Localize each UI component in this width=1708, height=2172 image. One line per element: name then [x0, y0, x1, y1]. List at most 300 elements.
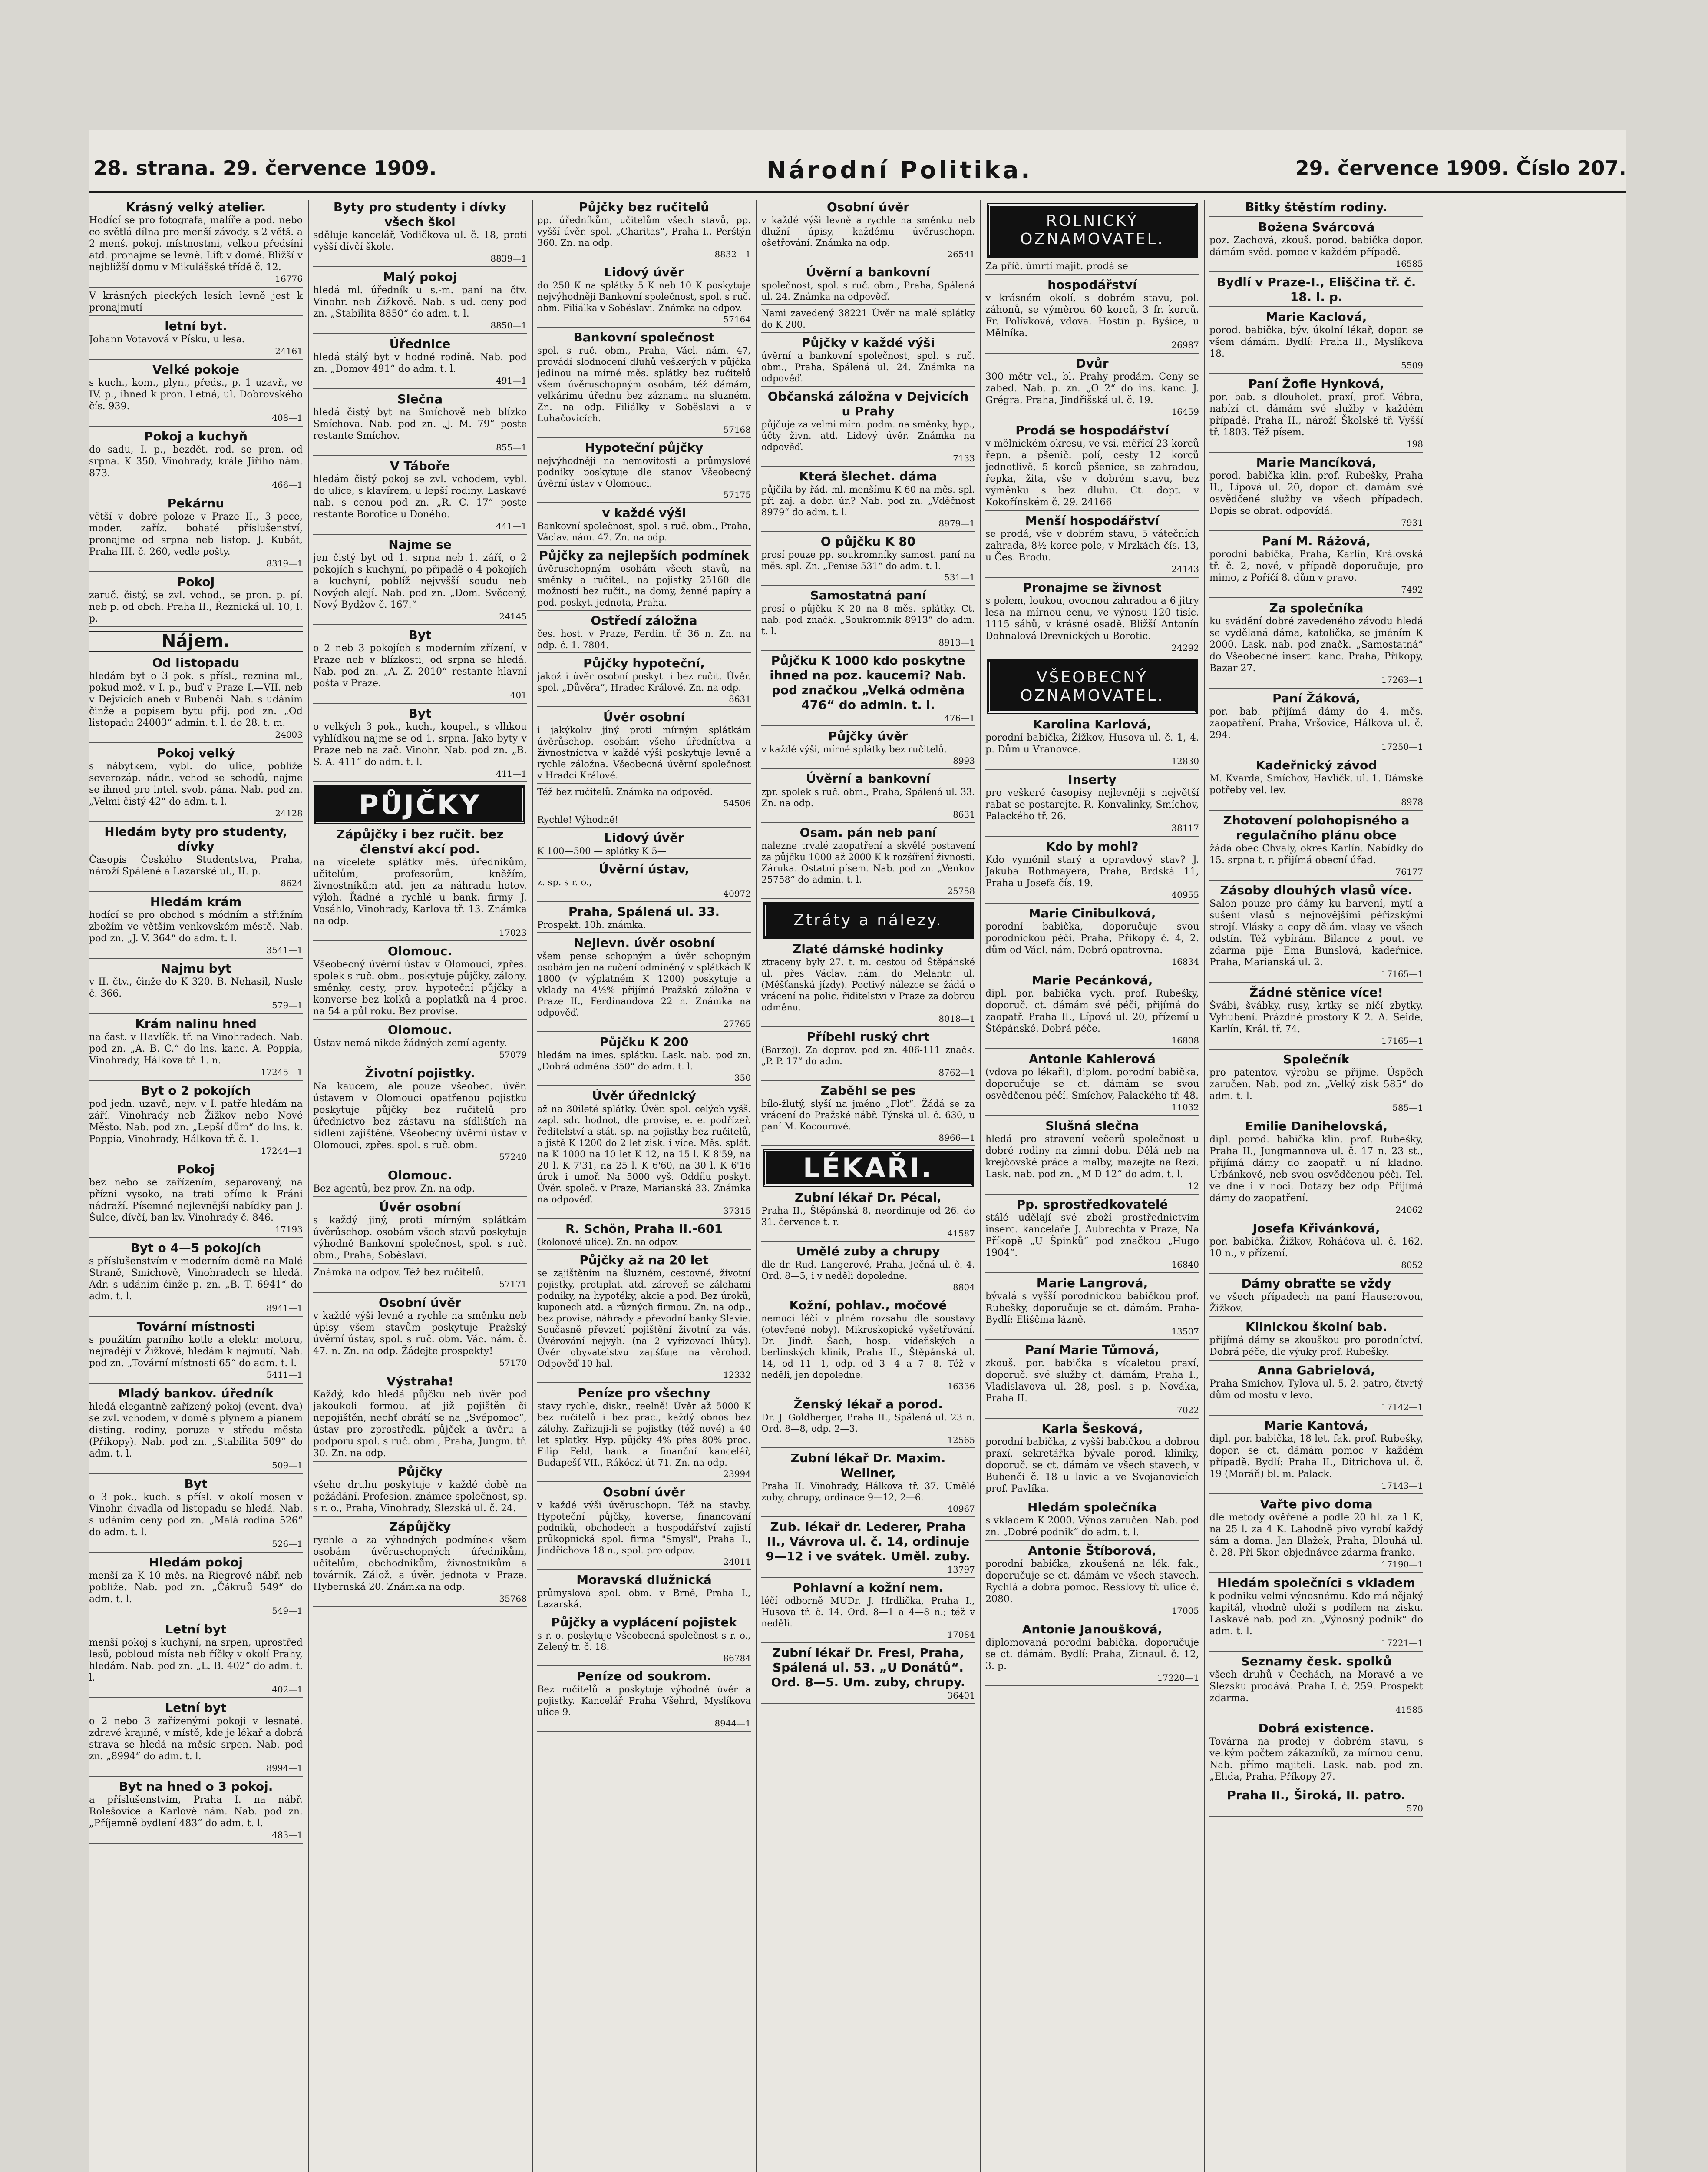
ad-divider — [761, 1080, 975, 1081]
classified-ad — [985, 261, 1199, 275]
ad-text: V krásných pieckých lesích levně jest k pronajmutí — [89, 291, 303, 313]
ad-reference-number: 41587 — [947, 1228, 975, 1238]
ad-text: Všeobecný úvěrní ústav v Olomouci, zpřes. spolek s ruč. obm., poskytuje půjčky, zálohy, směnky, cesty, prov. hypoteční půjčky a konverse bez kolků a poplatků na 4 proc. na 54 a půl roku. Bez provise. — [313, 959, 527, 1017]
ad-divider — [89, 315, 303, 316]
ad-reference-number: 24011 — [723, 1556, 751, 1567]
ad-divider — [89, 1080, 303, 1081]
ad-divider — [537, 437, 751, 438]
ad-reference-number: 441—1 — [496, 521, 527, 531]
ad-text: ve všech případech na paní Hauserovou, Žižkov. — [1209, 1291, 1423, 1314]
ad-headline: Žádné stěnice více! — [1249, 985, 1384, 1000]
ad-divider — [1209, 1816, 1423, 1817]
classified-ad — [1209, 200, 1423, 217]
ad-headline: Kožní, pohlav., močové — [789, 1298, 947, 1312]
classified-ad — [1209, 1119, 1423, 1218]
classified-ad — [89, 319, 303, 360]
ad-reference-number: 86784 — [723, 1653, 751, 1663]
classified-ad — [313, 392, 527, 456]
ad-text: úvěrní a bankovní společnost, spol. s ruč. obm., Praha, Spálená ul. 24. Známka na odpověď. — [761, 351, 975, 384]
ad-divider — [89, 426, 303, 427]
ad-reference-number: 8631 — [729, 694, 751, 704]
classified-ad — [313, 827, 527, 941]
ad-headline: Olomouc. — [387, 1023, 453, 1037]
ad-reference-number: 7022 — [1177, 1405, 1199, 1415]
ad-text: bývalá s vyšší porodnickou babičkou prof. Rubešky, doporučuje se ct. dámám. Praha-Bydlí: Eliščina lázně. — [985, 1291, 1199, 1325]
ad-text: Na kaucem, ale pouze všeobec. úvěr. ústavem v Olomouci opatřenou pojistku poskytuje půjčky bez ručitelů pro úředníctvo bez zástavu na sídlištích na sídlení zajištěné. Všeobecný úvěrní ústav v Olomouci, zpřes. spol. s ruč. obm. — [313, 1081, 527, 1151]
classified-ad — [537, 1485, 751, 1570]
classified-ad — [1209, 455, 1423, 531]
ad-headline: Peníze pro všechny — [578, 1386, 710, 1400]
ad-headline: Zásoby dlouhých vlasů více. — [1220, 883, 1413, 897]
ad-reference-number: 8052 — [1401, 1260, 1423, 1270]
ad-divider — [1209, 1316, 1423, 1317]
classified-ad — [1209, 1320, 1423, 1361]
classified-ad — [761, 1397, 975, 1448]
classified-ad — [313, 1520, 527, 1607]
ad-text: Praha-Smíchov, Tylova ul. 5, 2. patro, čtvrtý dům od mostu v levo. — [1209, 1378, 1423, 1401]
ad-divider — [985, 1339, 1199, 1340]
classified-ad — [985, 1622, 1199, 1686]
classified-ad — [1209, 310, 1423, 374]
ad-divider — [313, 534, 527, 535]
ad-reference-number: 8762—1 — [938, 1067, 975, 1078]
ad-reference-number: 476—1 — [944, 713, 975, 723]
ad-text: Rychle! Výhodně! — [537, 814, 619, 825]
ad-divider — [537, 1569, 751, 1570]
classified-ad — [761, 825, 975, 899]
ad-reference-number: 17143—1 — [1381, 1480, 1423, 1491]
ad-reference-number: 57079 — [499, 1050, 527, 1060]
ad-reference-number: 16336 — [947, 1381, 975, 1391]
ad-headline: Paní Žofie Hynková, — [1248, 377, 1384, 391]
ad-text: pro veškeré časopisy nejlevněji s největší rabat se postarejte. R. Konvalinky, Smíchov, Palackého tř. 26. — [985, 788, 1199, 822]
classified-ad — [985, 772, 1199, 837]
ad-reference-number: 17084 — [947, 1629, 975, 1640]
classified-ad — [985, 1421, 1199, 1497]
ad-text: porod. babička klin. prof. Rubešky, Praha II., Lípová ul. 20, dopor. ct. dámám své osvědčené služby ve všech případech. Dopis se obrat. odpovídá. — [1209, 470, 1423, 517]
ad-text: úvěruschopným osobám všech stavů, na směnky a ručitel., na pojistky 25160 dle možností bez ručit., na domy, ženné papíry a pod. poskyt. jednota, Praha. — [537, 563, 751, 608]
ad-text: všech druhů v Čechách, na Moravě a ve Slezsku prodává. Praha I. č. 259. Prospekt zdarma. — [1209, 1669, 1423, 1704]
ad-reference-number: 16808 — [1171, 1035, 1199, 1046]
section-heading: Nájem. — [89, 631, 303, 652]
classified-ad — [1209, 1221, 1423, 1274]
classified-ad — [761, 942, 975, 1027]
ad-text: s polem, loukou, ovocnou zahradou a 6 jitry lesa na mírnou cenu, ve výnosu 120 tisíc. 1115 sáhů, v krásné osadě. Bližší Antonín Dohnalová Drevnických u Borotic. — [985, 596, 1199, 642]
ad-text: menší pokoj s kuchyní, na srpen, uprostřed lesů, pobloud místa neb říčky v okolí Prahy, hledám. Nab. pod zn. „L. B. 402“ do adm. t. l. — [89, 1637, 303, 1683]
masthead-title: Národní Politika. — [766, 156, 1033, 184]
ad-headline: Bankovní společnost — [573, 330, 715, 344]
classified-ad — [985, 356, 1199, 420]
ad-text: Praha II. Vinohrady, Hálkova tř. 37. Umělé zuby, chrupy, ordinace 9—12, 2—6. — [761, 1481, 975, 1503]
ad-text: o 2 nebo 3 zařízenými pokoji v lesnaté, zdravé krajině, v místě, kde je lékař a dobrá strava se hledá na měsíc srpen. Nab. pod zn. „8994“ do adm. t. l. — [89, 1716, 303, 1762]
ad-headline: Karla Šesková, — [1041, 1421, 1143, 1436]
ad-divider — [1209, 880, 1423, 881]
ad-divider — [89, 1473, 303, 1474]
classified-ad — [537, 656, 751, 707]
classified-ad — [761, 308, 975, 333]
classified-ad — [537, 862, 751, 902]
ad-text: s každý jiný, proti mírným splátkám úvěrůschop. osobám všech stavů poskytuje výhodně Bankovní společnost, spol. s ruč. obm., Praha, Soběslaví. — [313, 1215, 527, 1261]
ad-reference-number: 483—1 — [272, 1830, 303, 1840]
ad-headline: Pokoj a kuchyň — [144, 429, 248, 444]
ad-reference-number: 198 — [1406, 439, 1423, 449]
ad-reference-number: 17250—1 — [1381, 742, 1423, 752]
ad-divider — [537, 827, 751, 828]
classified-ad — [1209, 601, 1423, 689]
section-banner: Ztráty a nálezy. — [764, 904, 972, 937]
ad-reference-number: 35768 — [499, 1593, 527, 1604]
ad-text: o velkých 3 pok., kuch., koupel., s vlhkou vyhlídkou najme se od 1. srpna. Jako byty v Praze neb na zač. Vinohr. Nab. pod zn. „B. S. A. 411“ do adm. t. l. — [313, 722, 527, 768]
ad-divider — [761, 304, 975, 305]
classified-ad — [1209, 1276, 1423, 1317]
ad-headline: letní byt. — [165, 319, 227, 333]
ad-reference-number: 16459 — [1171, 407, 1199, 417]
ad-reference-number: 16776 — [275, 274, 303, 284]
ad-text: zaruč. čistý, se zvl. vchod., se pron. p. pí. neb p. od obch. Praha II., Řeznická ul. 10, I. p. — [89, 590, 303, 624]
ad-headline: Nejlevn. úvěr osobní — [573, 936, 715, 950]
ad-headline: Byt na hned o 3 pokoj. — [119, 1779, 273, 1794]
ad-reference-number: 5509 — [1401, 360, 1423, 371]
ad-headline: Půjčky — [397, 1464, 443, 1479]
classified-ad — [313, 944, 527, 1020]
ad-headline: Osobní úvěr — [378, 1295, 461, 1310]
ad-text: ztraceny byly 27. t. m. cestou od Štěpánské ul. přes Václav. nám. do Melantr. ul. (Měšťanská jízdy). Poctivý nálezce se žádá o vrácení na polic. řiditelstvi v Praze za dobrou odměnu. — [761, 957, 975, 1013]
ad-divider — [761, 1642, 975, 1643]
ad-text: na čast. v Havlíčk. tř. na Vinohradech. Nab. pod zn. „A. B. C.“ do lns. kanc. A. Poppia, Vinohrady, Hálkova tř. 1. n. — [89, 1032, 303, 1066]
ad-headline: Bydlí v Praze-I., Eliščina tř. č. 18. I. p. — [1216, 275, 1416, 304]
ad-divider — [537, 783, 751, 784]
ad-headline: Půjčku K 200 — [599, 1035, 689, 1049]
ad-divider — [1209, 452, 1423, 453]
classified-ad — [537, 440, 751, 503]
classified-ad — [537, 904, 751, 933]
classified-ad — [537, 330, 751, 438]
classified-ad — [89, 362, 303, 427]
ad-headline: Hledám krám — [150, 894, 242, 909]
classified-ad — [761, 335, 975, 387]
classified-ad — [761, 389, 975, 467]
ad-reference-number: 16840 — [1171, 1259, 1199, 1270]
ad-text: diplomovaná porodní babička, doporučuje se ct. dámám. Bydlí: Praha, Žitnaul. č. 12, 3. p. — [985, 1637, 1199, 1672]
ad-headline: Hledám pokoj — [149, 1555, 243, 1569]
classified-ad — [313, 1023, 527, 1063]
classified-ad — [1209, 1788, 1423, 1817]
ad-headline: Hledám byty pro studenty, dívky — [104, 824, 287, 854]
ad-text: na vícelete splátky měs. úředníkům, učitelům, profesorům, kněžím, živnostníkům atd. jen za náhradu hotov. výloh. Řádné a rychlé u bank. firmy J. Vosáhlo, Vinohrady, Karlova tř. 13. Známka na odp. — [313, 857, 527, 927]
classified-ad — [985, 423, 1199, 511]
classified-ad — [537, 1089, 751, 1219]
ad-text: pro patentov. výrobu se přijme. Úspěch zaručen. Nab. pod zn. „Velký zisk 585“ do adm. t. l. — [1209, 1067, 1423, 1102]
ad-headline: Antonie Janoušková, — [1022, 1622, 1163, 1636]
ad-divider — [1209, 1273, 1423, 1274]
classified-ad — [761, 729, 975, 769]
classified-ad — [761, 1451, 975, 1517]
ad-divider — [313, 333, 527, 334]
ad-divider — [1209, 1493, 1423, 1494]
ad-text: Ústav nemá nikde žádných zemí agenty. — [313, 1038, 507, 1049]
ad-text: Kdo vyměnil starý a opravdový stav? J. Jakuba Rothmayera, Praha, Brdská 11, Praha u Josefa čís. 19. — [985, 854, 1199, 889]
ad-headline: Krám nalinu hned — [135, 1016, 257, 1031]
classified-ad — [537, 786, 751, 811]
ad-reference-number: 855—1 — [496, 442, 527, 453]
ad-divider — [1209, 810, 1423, 811]
ad-headline: Moravská dlužnická — [576, 1573, 712, 1587]
ad-headline: Karolina Karlová, — [1033, 717, 1152, 732]
ad-reference-number: 23994 — [723, 1469, 751, 1479]
classified-ad — [537, 1253, 751, 1383]
ad-headline: Půjčky v každé výši — [801, 335, 935, 350]
ad-divider — [1209, 688, 1423, 689]
ad-headline: Půjčky až na 20 let — [579, 1253, 709, 1267]
ad-reference-number: 8994—1 — [266, 1763, 303, 1773]
classified-ad — [985, 1500, 1199, 1541]
section-banner: ROLNICKÝ OZNAMOVATEL. — [988, 204, 1196, 256]
ad-divider — [761, 332, 975, 333]
classified-ad — [1209, 1721, 1423, 1785]
classified-ad — [313, 628, 527, 704]
classified-ad — [1209, 1654, 1423, 1718]
column-3 — [537, 200, 751, 2172]
ad-headline: Paní Marie Tůmová, — [1025, 1343, 1160, 1357]
ad-text: 300 mětr vel., bl. Prahy prodám. Ceny se zabed. Nab. p. zn. „O 2“ do ins. kanc. J. Grégra, Praha, Jindřišská ul. č. 19. — [985, 371, 1199, 406]
ad-reference-number: 8624 — [281, 878, 303, 888]
ad-headline: Olomouc. — [387, 944, 453, 958]
classified-ad — [537, 1222, 751, 1250]
ad-text: por. bab. s dlouholet. praxí, prof. Vébra, nabízí ct. dámám své služby v každém případě. Praha II., nároží Školské tř. Vyšší tř. 1803. Též písem. — [1209, 392, 1423, 438]
ad-text: dipl. por. babička vych. prof. Rubešky, doporuč. ct. dámám své péči, přijímá do zaopatř. Praha II., Lípová ul. 20, přízemí u Štěpánské. Dobrá péče. — [985, 988, 1199, 1034]
ad-headline: Osam. pán neb paní — [799, 825, 937, 840]
ad-reference-number: 57240 — [499, 1152, 527, 1162]
ad-headline: Najme se — [388, 537, 452, 552]
classified-ad — [89, 1386, 303, 1474]
ad-headline: Hledám společníci s vkladem — [1217, 1576, 1416, 1590]
classified-ad — [761, 200, 975, 262]
ad-divider — [313, 1606, 527, 1607]
ad-divider — [537, 858, 751, 859]
ad-headline: Dobrá existence. — [1258, 1721, 1374, 1735]
classified-ad — [761, 469, 975, 532]
ad-headline: hospodářství — [1047, 278, 1137, 292]
ad-text: Praha II., Štěpánská 8, neordinuje od 26. do 31. července t. r. — [761, 1205, 975, 1227]
ad-reference-number: 17263—1 — [1381, 675, 1423, 685]
ad-divider — [89, 1843, 303, 1844]
classified-ad — [985, 1197, 1199, 1273]
ad-reference-number: 5411—1 — [266, 1370, 303, 1380]
classified-ad — [89, 1319, 303, 1384]
ad-reference-number: 7133 — [953, 453, 975, 464]
ad-text: Nami zavedený 38221 Úvěr na malé splátky do K 200. — [761, 308, 975, 330]
classified-ad — [1209, 1052, 1423, 1116]
ad-reference-number: 526—1 — [272, 1539, 303, 1549]
ad-reference-number: 76177 — [1395, 867, 1423, 877]
ad-divider — [1209, 1651, 1423, 1652]
ad-reference-number: 17165—1 — [1381, 1036, 1423, 1046]
ad-headline: Úvěrní a bankovní — [806, 265, 930, 279]
ad-text: dipl. por. babička, 18 let. fak. prof. Rubešky, dopor. se ct. dámám pomoc v každém případě. Bydlí: Praha II., Ditrichova ul. č. 19 (Moráň) bl. m. Palack. — [1209, 1434, 1423, 1480]
ad-reference-number: 13507 — [1171, 1326, 1199, 1337]
ad-text: prosí pouze pp. soukromníky samost. paní na měs. spl. Zn. „Penise 531“ do adm. t. l. — [761, 550, 975, 571]
classified-ad — [761, 653, 975, 726]
ad-text: hodící se pro obchod s módním a střižním zbožím ve větším venkovském městě. Nab. pod zn. „J. V. 364“ do adm. t. l. — [89, 910, 303, 944]
classified-ad — [313, 1374, 527, 1462]
ad-divider — [537, 502, 751, 503]
ad-headline: Slušná slečna — [1045, 1119, 1139, 1133]
classified-ad — [89, 1162, 303, 1238]
columns — [89, 200, 1626, 2172]
classified-ad — [1209, 883, 1423, 983]
ad-text: Bankovní společnost, spol. s ruč. obm., Praha, Václav. nám. 47. Zn. na odp. — [537, 521, 751, 543]
ad-headline: Byt — [408, 706, 432, 721]
column-2 — [313, 200, 527, 2172]
ad-divider — [89, 287, 303, 288]
ad-text: v každé výši úvěruschopn. Též na stavby. Hypoteční půjčky, koverse, financování podniků, obchodech a hospodářství zajistí průkopnická spol. firma "Smysl", Praha I., Jindřichova 18 n., spol. pro odpov. — [537, 1500, 751, 1556]
ad-reference-number: 57175 — [723, 490, 751, 500]
ad-reference-number: 13797 — [947, 1564, 975, 1575]
ad-text: půjčila by řád. ml. menšímu K 60 na měs. spl. při zaj. a dobr. úr.? Nab. pod zn. „Vděčnost 8979“ do adm. t. l. — [761, 484, 975, 517]
header-left: 28. strana. 29. července 1909. — [93, 156, 437, 180]
classified-ad — [313, 1464, 527, 1517]
ad-divider — [313, 624, 527, 625]
ad-reference-number: 54506 — [723, 798, 751, 808]
ad-reference-number: 8978 — [1401, 797, 1423, 807]
ad-headline: Letní byt — [165, 1622, 227, 1636]
ad-text: průmyslová spol. obm. v Brně, Praha I., Lazarská. — [537, 1588, 751, 1609]
ad-headline: Anna Gabrielová, — [1257, 1363, 1375, 1377]
column-6 — [1209, 200, 1423, 2172]
column-divider — [1204, 200, 1205, 2172]
classified-ad — [761, 265, 975, 305]
ad-headline: Emilie Danihelovská, — [1245, 1119, 1388, 1133]
ad-headline: Byt o 2 pokojích — [141, 1083, 251, 1098]
ad-text: porodní babička, Žižkov, Husova ul. č. 1, 4. p. Dům u Vranovce. — [985, 732, 1199, 755]
ad-divider — [89, 1697, 303, 1698]
ad-headline: Úvěr úřednický — [592, 1089, 696, 1103]
ad-text: porodní babička, zkoušená na lék. fak., doporučuje se ct. dámám ve všech stavech. Rychlá a dobrá pomoc. Resslovy tř. ulice č. 2080. — [985, 1559, 1199, 1605]
classified-ad — [537, 265, 751, 328]
ad-text: porodní babička, Praha, Karlín, Královská tř. č. 2, nové, v případě doporučuje, pro mimo, z Poříčí 8. dům v pravo. — [1209, 549, 1423, 583]
ad-divider — [89, 1552, 303, 1553]
ad-text: s vkladem K 2000. Výnos zaručen. Nab. pod zn. „Dobré podnik“ do adm. t. l. — [985, 1515, 1199, 1538]
classified-ad — [537, 548, 751, 611]
ad-headline: Úřednice — [389, 337, 451, 351]
ad-text: Časopis Českého Studentstva, Praha, nároží Spálené a Lazarské ul., II. p. — [89, 854, 303, 877]
ad-reference-number: 27765 — [723, 1019, 751, 1029]
ad-headline: Úvěrní ústav, — [598, 862, 690, 876]
ad-reference-number: 509—1 — [272, 1460, 303, 1470]
classified-ad — [89, 496, 303, 572]
ad-text: se prodá, vše v dobrém stavu, 5 vátečních zahrada, 8½ korce pole, v Mrzkách čís. 13, u Čes. Brodu. — [985, 529, 1199, 563]
ad-divider — [537, 1031, 751, 1032]
ad-text: jakož i úvěr osobní poskyt. i bez ručit. Úvěr. spol. „Důvěra“, Hradec Králové. Zn. na odp. — [537, 671, 751, 693]
header-right: 29. července 1909. Číslo 207. — [1295, 156, 1626, 180]
ad-headline: Marie Mancíková, — [1256, 455, 1377, 470]
ad-reference-number: 24292 — [1171, 642, 1199, 653]
ad-text: (Barzoj). Za doprav. pod zn. 406-111 značk. „P. P. 17“ do adm. — [761, 1045, 975, 1066]
ad-reference-number: 17245—1 — [261, 1067, 303, 1077]
ad-text: stavy rychle, diskr., reelně! Úvěr až 5000 K bez ručitelů i bez prac., každý obnos bez zálohy. Zařizuji-li se pojistky (též nové) a 40 let splatky. Hyp. půjčky 4% přes 80% proc. Filip Feld, bank. a finanční kancelář, Budapešť VII., Rákóczi út 71. Zn. na odp. — [537, 1401, 751, 1468]
ad-divider — [761, 650, 975, 651]
ad-headline: Zubní lékař Dr. Maxim. Wellner, — [790, 1451, 946, 1480]
classified-ad — [1209, 758, 1423, 811]
ad-reference-number: 350 — [734, 1073, 751, 1083]
ad-reference-number: 17221—1 — [1381, 1638, 1423, 1648]
ad-headline: Marie Pecánková, — [1031, 973, 1153, 987]
classified-ad — [89, 200, 303, 288]
ad-headline: R. Schön, Praha II.-601 — [565, 1222, 723, 1236]
ad-divider — [537, 1249, 751, 1250]
classified-ad — [89, 1622, 303, 1698]
classified-ad — [89, 1083, 303, 1159]
ad-text: (kolonové ulice). Zn. na odpov. — [537, 1237, 679, 1247]
ad-headline: Lidový úvěr — [604, 831, 684, 845]
ad-reference-number: 17142—1 — [1381, 1402, 1423, 1412]
classified-ad — [313, 1267, 527, 1293]
ad-headline: Kdo by mohl? — [1046, 839, 1139, 854]
ad-divider — [537, 901, 751, 902]
ad-headline: Půjčky bez ručitelů — [578, 200, 710, 214]
classified-ad — [89, 894, 303, 959]
classified-ad — [1209, 985, 1423, 1050]
ad-reference-number: 585—1 — [1392, 1103, 1423, 1113]
ad-divider — [1209, 373, 1423, 374]
ad-reference-number: 17193 — [275, 1224, 303, 1235]
ad-headline: Životní pojistky. — [365, 1066, 475, 1080]
ad-headline: Pekárnu — [167, 496, 225, 510]
classified-ad — [313, 1066, 527, 1165]
ad-text: se zajištěním na šluzném, cestovné, životní pojistky, protiplat. atd. zároveň se zálohami podniky, na hypotéky, akcie a pod. Bez úroků, kuponech atd. a různých firmou. Zn. na odp., bez provise, náhrady a převodní banky Slavie. Současně převzetí pojištění životní za vás. Úvěrování nejvýh. (na 2 vyřizovací lhůty). Úvěr obyvatelstvu zajišťuje na věrohod. Odpověď 10 hal. — [537, 1268, 751, 1369]
ad-reference-number: 579—1 — [272, 1000, 303, 1010]
ad-divider — [89, 958, 303, 959]
ad-headline: Najmu byt — [160, 961, 231, 976]
ad-divider — [537, 327, 751, 328]
ad-headline: Pronajme se živnost — [1023, 580, 1162, 595]
classified-ad — [537, 200, 751, 262]
classified-ad — [537, 613, 751, 653]
ad-reference-number: 8850—1 — [490, 320, 527, 331]
ad-reference-number: 26987 — [1171, 340, 1199, 350]
ad-text: s nábytkem, vybl. do ulice, poblíže severozáp. nádr., vchod se schodů, najme se ihned pro intel. svob. pána. Nab. pod zn. „Velmi čistý 42“ do adm. t. l. — [89, 761, 303, 807]
ad-headline: Letní byt — [165, 1701, 227, 1715]
ad-text: Též bez ručitelů. Známka na odpověď. — [537, 787, 713, 797]
ad-divider — [313, 455, 527, 456]
ad-text: por. bab. přijímá dámy do 4. měs. zaopatření. Praha, Vršovice, Hálkova ul. č. 294. — [1209, 706, 1423, 741]
ad-reference-number: 17220—1 — [1157, 1672, 1199, 1683]
ad-text: (vdova po lékaři), diplom. porodní babička, doporučuje se ct. dámám se svou osvědčenou péčí. Smíchov, Palackého tř. 48. — [985, 1067, 1199, 1101]
classified-ad — [313, 1200, 527, 1264]
ad-headline: Zubní lékař Dr. Pécal, — [795, 1190, 942, 1205]
ad-text: Každý, kdo hledá půjčku neb úvěr pod jakoukoli formou, ať již pojištěn či nepojištěn, nechť obrátí se na „Svépomoc“, ústav pro zprostředk. půjček a úvěru a podporu spol. s ruč. obm., Praha, Jungm. tř. 30. Zn. na odp. — [313, 1389, 527, 1459]
ad-text: až na 30ileté splátky. Úvěr. spol. celých vyšš. zapl. sdr. hodnot, dle provise, e. e. podřízeř. ředitelství a stát. sp. na pojistky bez ručitelů, a jistě K 1200 do 2 let zisk. i více. Měs. splát. na K 1000 na 10 let K 12, na 15 l. K 8'59, na 20 l. K 7'31, na 25 l. K 6'60, na 30 l. K 6'16 úrok i umoř. Na 5000 vyš. Oddílu poskyt. Úvěr. společ. v Praze, Marianská 33. Známka na odpověď. — [537, 1104, 751, 1205]
classified-ad — [537, 710, 751, 784]
ad-headline: Pokoj — [177, 575, 215, 589]
ad-text: do 250 K na splátky 5 K neb 10 K poskytuje nejvýhodněji Bankovní společnost, spol. s ruč. obm. Filiálka v Soběslavi. Známka na odpov. — [537, 280, 751, 313]
ad-text: Za příč. úmrtí majit. prodá se — [985, 261, 1128, 272]
ad-headline: Ostředí záložna — [591, 613, 697, 628]
ad-text: všem pense schopným a úvěr schopným osobám jen na ručení odmíněný v splátkách K 1800 (v výplatném K 1200) poskytuje a vklady na 4½% přijímá Pražská záložna v Praze II., Ferdinandova 22 n. Známka na odpověď. — [537, 951, 751, 1018]
classified-ad — [985, 513, 1199, 578]
classified-ad — [985, 1343, 1199, 1419]
ad-headline: Osobní úvěr — [602, 1485, 685, 1499]
ad-reference-number: 12830 — [1171, 756, 1199, 766]
ad-text: pp. úředníkům, učitelům všech stavů, pp. vyšší úvěr. spol. „Charitas“, Praha I., Perštýn 360. Zn. na odp. — [537, 215, 751, 248]
ad-divider — [89, 1316, 303, 1317]
ad-text: s kuch., kom., plyn., předs., p. 1 uzavř., ve IV. p., ihned k pron. Letná, ul. Dobrovského čís. 939. — [89, 377, 303, 412]
ad-reference-number: 38117 — [1171, 823, 1199, 833]
classified-ad — [985, 278, 1199, 354]
classified-ad — [985, 1052, 1199, 1116]
ad-text: bez nebo se zařízením, separovaný, na přízni vysoko, na trati přímo k Fráni nádraží. Písemné nejlevnější nabídky pan J. Šulce, dívčí, ban-kv. Vinohrady č. 846. — [89, 1177, 303, 1223]
classified-ad — [313, 270, 527, 334]
